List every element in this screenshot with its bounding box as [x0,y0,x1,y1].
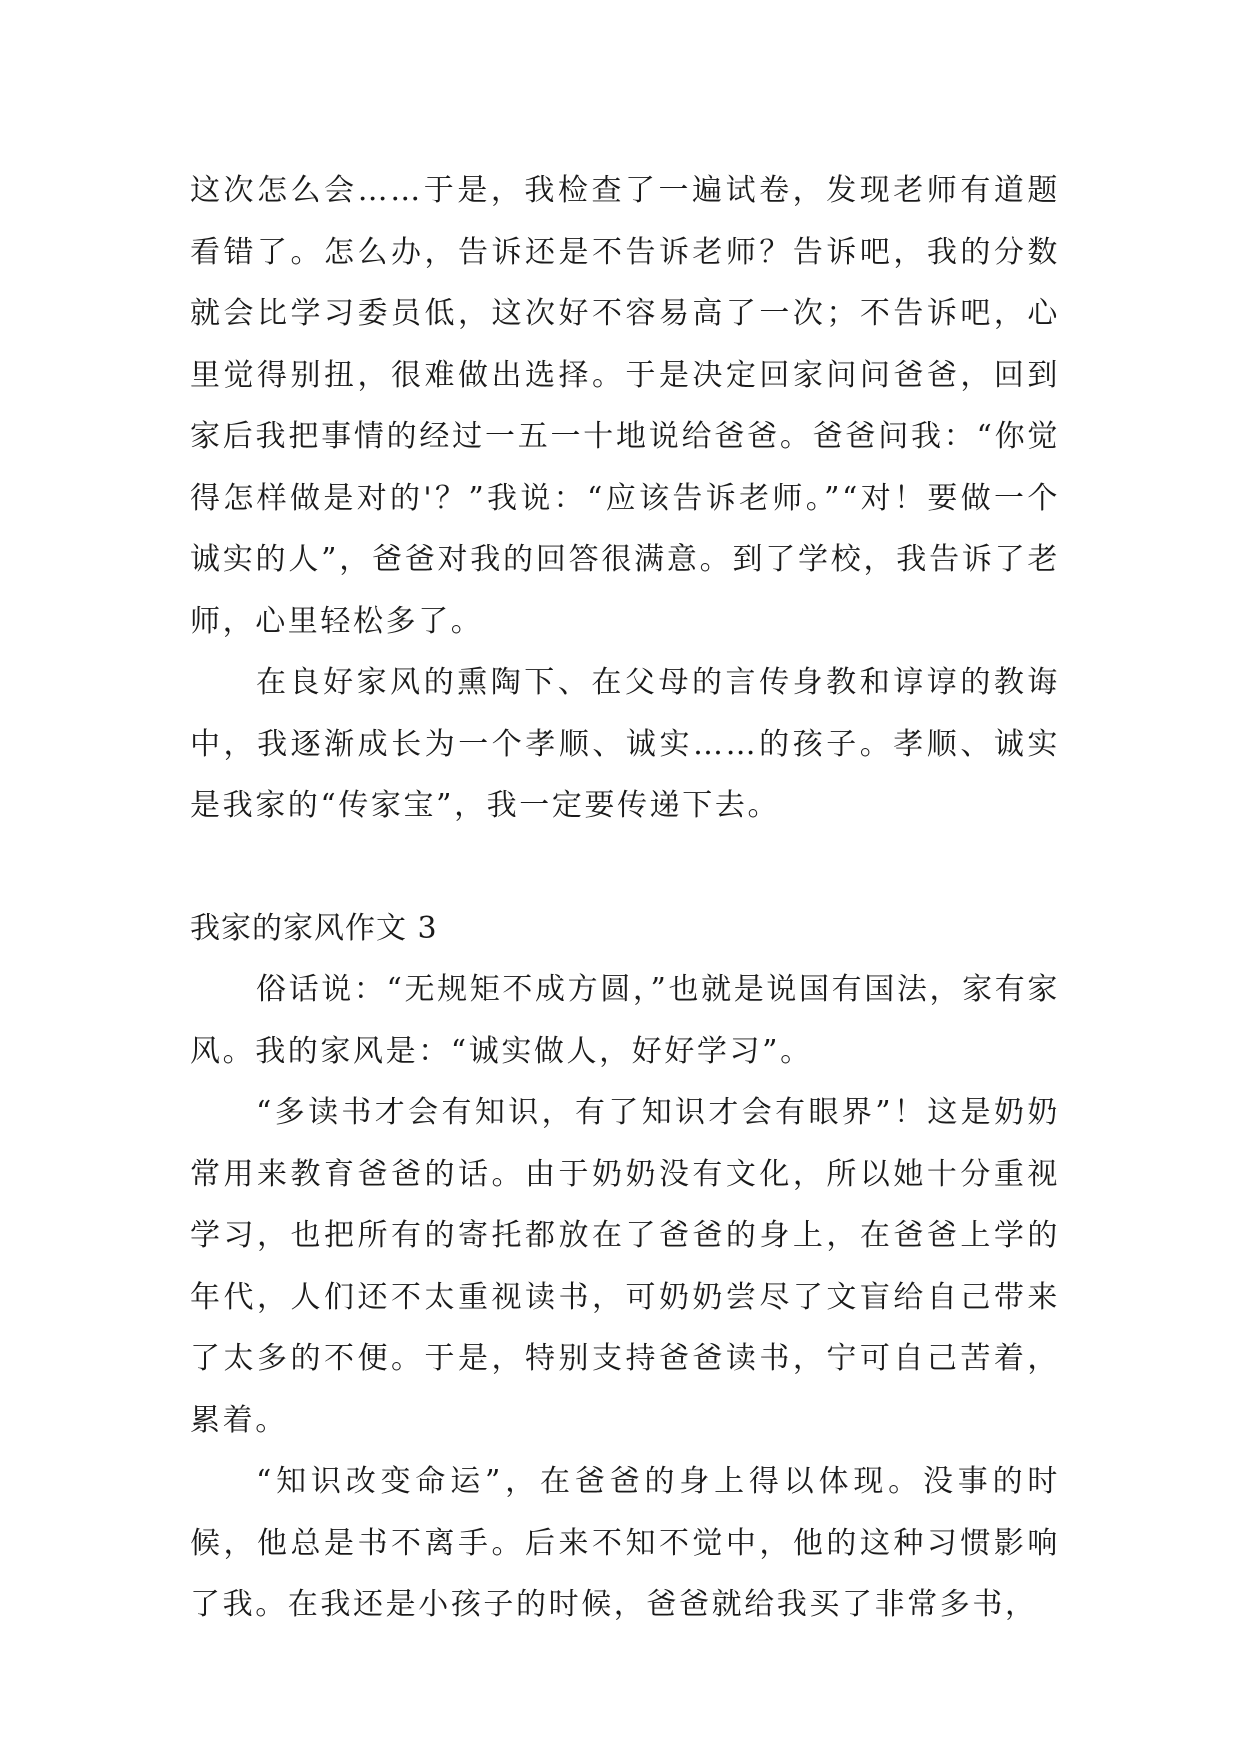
paragraph-proverb: 俗话说：“无规矩不成方圆，”也就是说国有国法，家有家风。我的家风是：“诚实做人，好好学习”。 [190,972,1060,1069]
paragraph-grandma-reading: “多读书才会有知识，有了知识才会有眼界”！这是奶奶常用来教育爸爸的话。由于奶奶没有文化，所以她十分重视学习，也把所有的寄托都放在了爸爸的身上，在爸爸上学的年代，人们还不太重视读书，可奶奶尝尽了文盲给自己带来了太多的不便。于是，特别支持爸爸读书，宁可自己苦着，累着。 [190,1095,1060,1438]
document-body [190,160,1060,1636]
paragraph-continuation: 这次怎么会……于是，我检查了一遍试卷，发现老师有道题看错了。怎么办，告诉还是不告诉老师？告诉吧，我的分数就会比学习委员低，这次好不容易高了一次；不告诉吧，心里觉得别扭，很难做出选择。于是决定回家问问爸爸，回到家后我把事情的经过一五一十地说给爸爸。爸爸问我：“你觉得怎样做是对的'？”我说：“应该告诉老师。”“对！要做一个诚实的人”，爸爸对我的回答很满意。到了学校，我告诉了老师，心里轻松多了。 [190,173,1060,639]
paragraph-knowledge-destiny: “知识改变命运”，在爸爸的身上得以体现。没事的时候，他总是书不离手。后来不知不觉中，他的这种习惯影响了我。在我还是小孩子的时候，爸爸就给我买了非常多书， [190,1464,1060,1622]
section-title: 我家的家风作文 3 [190,910,438,946]
paragraph-family-tradition: 在良好家风的熏陶下、在父母的言传身教和谆谆的教诲中，我逐渐成长为一个孝顺、诚实……的孩子。孝顺、诚实是我家的“传家宝”，我一定要传递下去。 [190,665,1060,823]
